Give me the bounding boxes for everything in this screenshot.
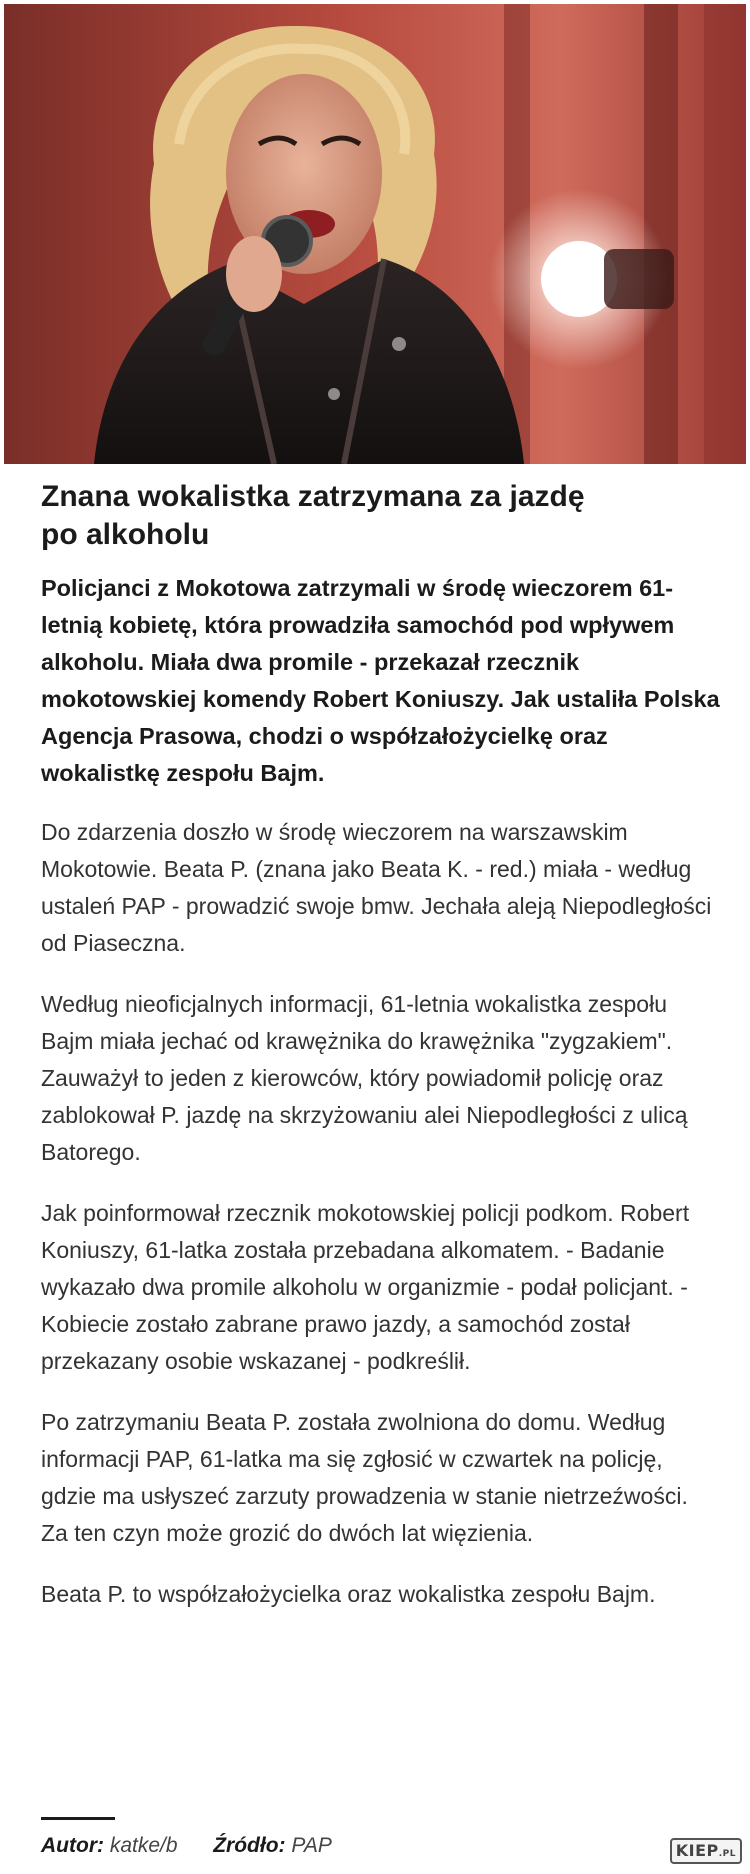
article-credits (41, 1834, 332, 1858)
headline-line-1: Znana wokalistka zatrzymana za jazdę (41, 480, 585, 513)
article-paragraph: Do zdarzenia doszło w środę wieczorem na warszawskim Mokotowie. Beata P. (znana jako Beata K. - red.) miała - według ustaleń PAP - prowadzić swoje bmw. Jechała aleją Niepodległości od Piaseczna. (41, 819, 712, 956)
source-value: PAP (291, 1834, 332, 1857)
article-paragraph: Po zatrzymaniu Beata P. została zwolniona do domu. Według informacji PAP, 61-latka ma się zgłosić w czwartek na policję, gdzie ma usłyszeć zarzuty prowadzenia w stanie nietrzeźwości. Za ten czyn może grozić do dwóch lat więzienia. (41, 1409, 688, 1546)
headline-line-2: po alkoholu (41, 518, 210, 551)
author-label: Autor: (41, 1834, 104, 1857)
author-value: katke/b (109, 1834, 178, 1857)
article-paragraph: Według nieoficjalnych informacji, 61-letnia wokalistka zespołu Bajm miała jechać od krawężnika do krawężnika "zygzakiem". Zauważył to jeden z kierowców, który powiadomił policję oraz zablokował P. jazdę na skrzyżowaniu alei Niepodległości z ulicą Batorego. (41, 991, 688, 1165)
source-label: Źródło: (213, 1834, 286, 1857)
article-paragraph: Jak poinformował rzecznik mokotowskiej policji podkom. Robert Koniuszy, 61-latka została przebadana alkomatem. - Badanie wykazało dwa promile alkoholu w organizmie - podał policjant. - Kobiecie zostało zabrane prawo jazdy, a samochód został przekazany osobie wskazanej - podkreślił. (41, 1200, 690, 1374)
article-headline (41, 478, 641, 554)
article-lead: Policjanci z Mokotowa zatrzymali w środę wieczorem 61-letnią kobietę, która prowadziła samochód pod wpływem alkoholu. Miała dwa promile - przekazał rzecznik mokotowskiej komendy Robert Koniuszy. Jak ustaliła Polska Agencja Prasowa, chodzi o współzałożycielkę oraz wokalistkę zespołu Bajm. (41, 575, 720, 786)
watermark-text: KIEP (675, 1841, 719, 1860)
article (41, 472, 721, 1613)
singer-photo (4, 4, 746, 464)
footer-divider (41, 1817, 115, 1820)
hero-image (4, 4, 746, 464)
kiep-watermark-logo (670, 1838, 742, 1864)
article-paragraph: Beata P. to współzałożycielka oraz wokalistka zespołu Bajm. (41, 1581, 656, 1607)
watermark-suffix: .PL (718, 1849, 736, 1859)
